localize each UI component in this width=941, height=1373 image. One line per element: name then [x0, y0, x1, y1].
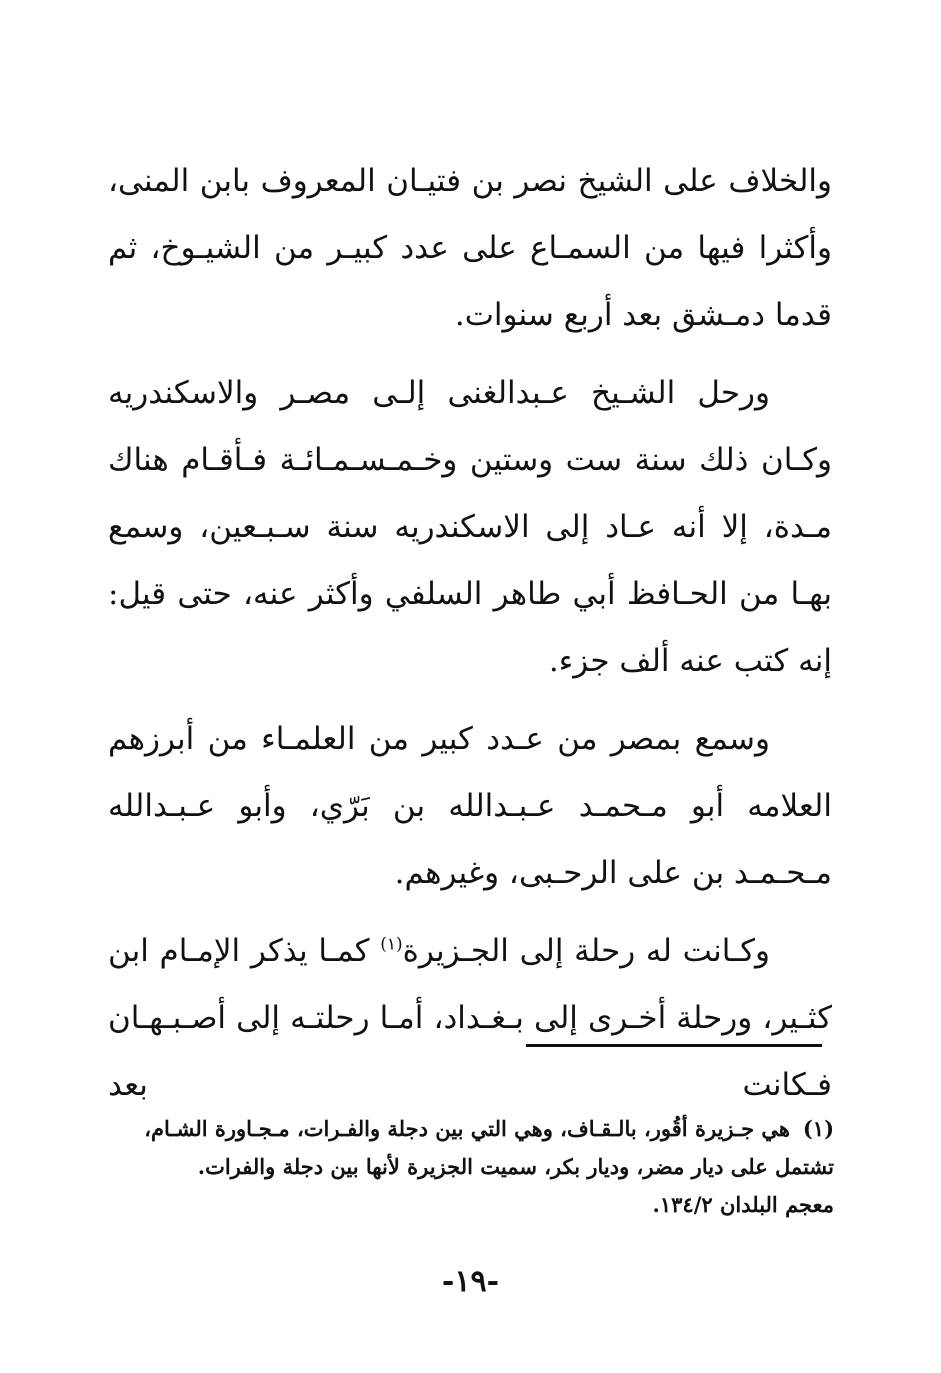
- paragraph-4-text-before: وكـانت له رحلة إلى الجـزيرة: [402, 933, 770, 969]
- footnote-reference: (١): [380, 934, 403, 955]
- paragraph-3: [108, 706, 832, 907]
- paragraph-4: [108, 918, 832, 1119]
- main-text: [108, 148, 832, 1119]
- footnote-line-2-text: تشتمل على ديار مضر، وديار بكر، سميت الجزيرة لأنها بين دجلة والفرات.: [197, 1154, 834, 1179]
- paragraph-2-text: ورحل الشـيخ عـبدالغنى إلـى مصـر والاسكندريه وكـان ذلك سنة ست وستين وخـمـسـمـائـة فـأقـام هناك مـدة، إلا أنه عـاد إلى الاسكندريه سنة سـبـعين، وسمع بهـا من الحـافظ أبي طاهر السلفي وأكثر عنه، حتى قيل: إنه كتب عنه ألف جزء.: [108, 375, 832, 679]
- footnote-separator: [526, 1044, 822, 1047]
- paragraph-1: [108, 148, 832, 349]
- footnote-line-3-text: معجم البلدان ١٣٤/٢.: [652, 1192, 834, 1217]
- footnote: [108, 1110, 834, 1224]
- footnote-line-1: [108, 1110, 834, 1148]
- footnote-line-3: [108, 1186, 834, 1224]
- page-number: -١٩-: [441, 1264, 500, 1299]
- footnote-marker: (١): [802, 1116, 834, 1141]
- footnote-line-1-text: هي جـزيرة أقُور، بالـقـاف، وهي التي بين دجلة والفـرات، مـجـاورة الشـام،: [144, 1116, 790, 1141]
- paragraph-1-text: والخلاف على الشيخ نصر بن فتيـان المعروف بابن المنى، وأكثرا فيها من السمـاع على عدد كبيـر من الشيـوخ، ثم قدما دمـشق بعد أربع سنوات.: [108, 163, 832, 333]
- paragraph-4-text-after: كمـا يذكر الإمـام ابن كثـير، ورحلة أخـرى إلى بـغـداد، أمـا رحلتـه إلى أصـبـهـان فـكانت بعد: [108, 933, 832, 1103]
- paragraph-2: [108, 360, 832, 695]
- paragraph-3-text: وسمع بمصر من عـدد كبير من العلمـاء من أبرزهم العلامه أبو مـحمـد عـبـدالله بن بَرّي، وأبو عـبـدالله مـحـمـد بن على الرحـبى، وغيرهم.: [108, 721, 832, 891]
- footnote-line-2: [108, 1148, 834, 1186]
